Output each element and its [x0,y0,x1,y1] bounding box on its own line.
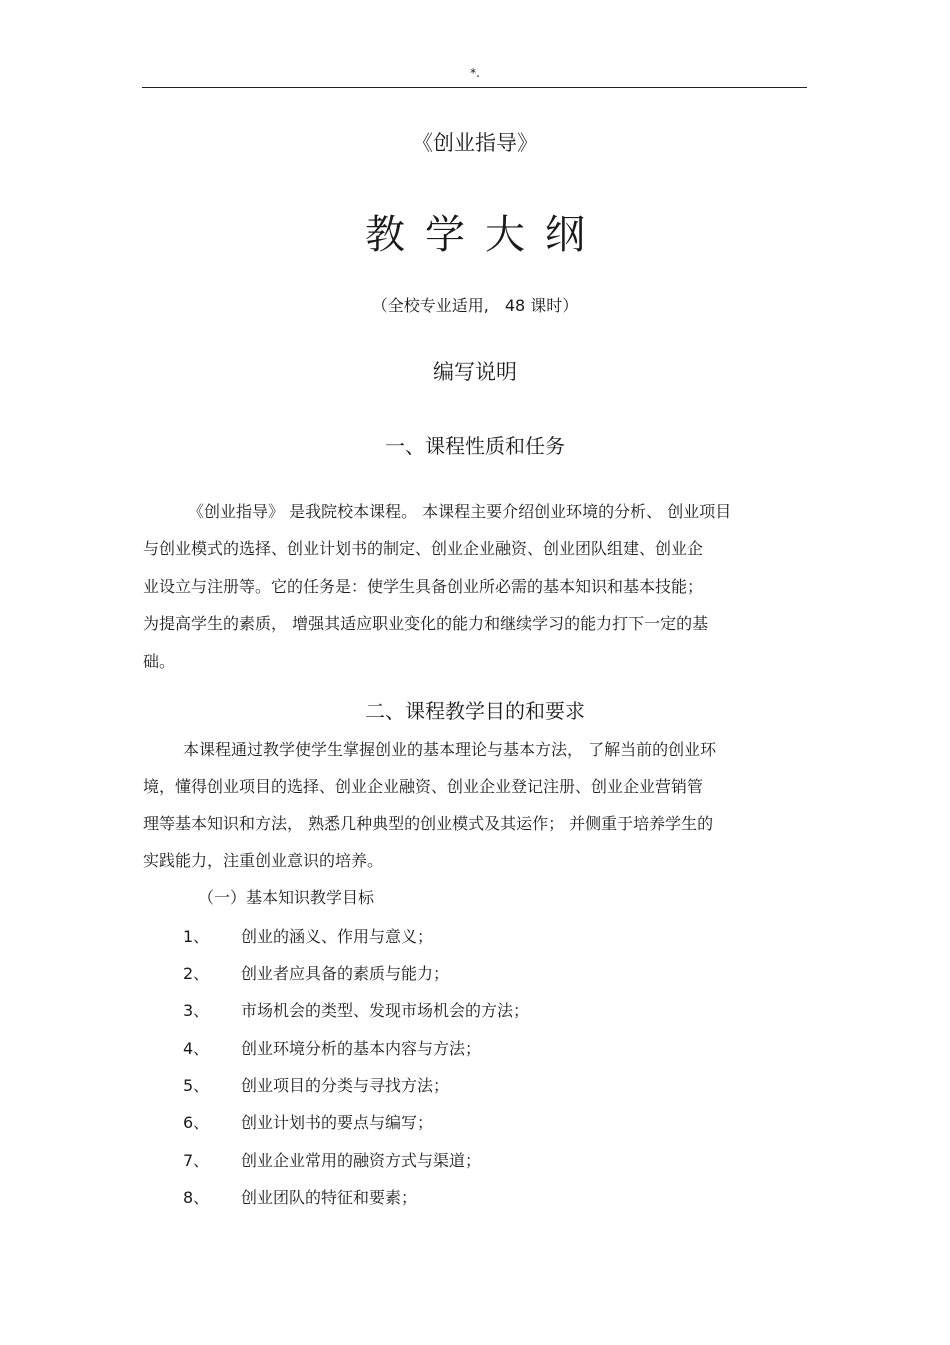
list-item [183,1148,481,1171]
list-item-text: 创业的涵义、作用与意义； [241,927,434,946]
header-mark: *. [470,66,480,80]
section-1-heading: 一、课程性质和任务 [385,434,565,458]
section-1-paragraph-line: 础。 [143,652,176,671]
section-2-paragraph-line: 本课程通过教学使学生掌握创业的基本理论与基本方法， 了解当前的创业环 [183,740,717,759]
section-2-paragraph-line: 实践能力，注重创业意识的培养。 [143,851,384,870]
course-title: 《创业指导》 [412,131,538,155]
list-item [183,1073,449,1096]
list-item-text: 创业企业常用的融资方式与渠道； [241,1151,482,1170]
list-item-text: 创业项目的分类与寻找方法； [241,1076,450,1095]
list-item-number: 4、 [183,1039,210,1058]
list-item [183,1036,481,1059]
scope-prefix: （全校专业适用, [371,296,489,315]
list-item-text: 创业者应具备的素质与能力； [241,964,450,983]
section-1-paragraph-line: 与创业模式的选择、创业计划书的制定、创业企业融资、创业团队组建、创业企 [143,539,704,558]
list-item-text: 创业团队的特征和要素； [241,1188,418,1207]
writing-notes-heading: 编写说明 [433,360,517,384]
section-2-paragraph-line: 理等基本知识和方法， 熟悉几种典型的创业模式及其运作； 并侧重于培养学生的 [143,814,714,833]
section-2-heading: 二、课程教学目的和要求 [365,699,585,723]
list-item-number: 6、 [183,1113,210,1132]
list-item-number: 7、 [183,1151,210,1170]
list-item [183,998,529,1021]
list-item [183,1185,417,1208]
section-1-paragraph-line: 业设立与注册等。它的任务是：使学生具备创业所必需的基本知识和基本技能； [143,577,704,596]
basic-knowledge-subheading: （一）基本知识教学目标 [198,888,375,907]
list-item [183,961,449,984]
section-1-paragraph-line: 《创业指导》 是我院校本课程。 本课程主要介绍创业环境的分析、 创业项目 [188,502,732,521]
list-item [183,924,433,947]
list-item-text: 创业计划书的要点与编写； [241,1113,434,1132]
scope-hours: 48 课时） [504,296,579,315]
section-1-paragraph-line: 为提高学生的素质， 增强其适应职业变化的能力和继续学习的能力打下一定的基 [143,614,709,633]
list-item-text: 市场机会的类型、发现市场机会的方法； [241,1001,530,1020]
list-item-number: 3、 [183,1001,210,1020]
header-divider [142,87,807,88]
scope-note [0,293,950,316]
document-title: 教学大纲 [365,212,605,258]
list-item-number: 1、 [183,927,210,946]
list-item [183,1110,433,1133]
list-item-number: 8、 [183,1188,210,1207]
list-item-number: 2、 [183,964,210,983]
section-2-paragraph-line: 境，懂得创业项目的选择、创业企业融资、创业企业登记注册、创业企业营销管 [143,777,704,796]
list-item-number: 5、 [183,1076,210,1095]
list-item-text: 创业环境分析的基本内容与方法； [241,1039,482,1058]
